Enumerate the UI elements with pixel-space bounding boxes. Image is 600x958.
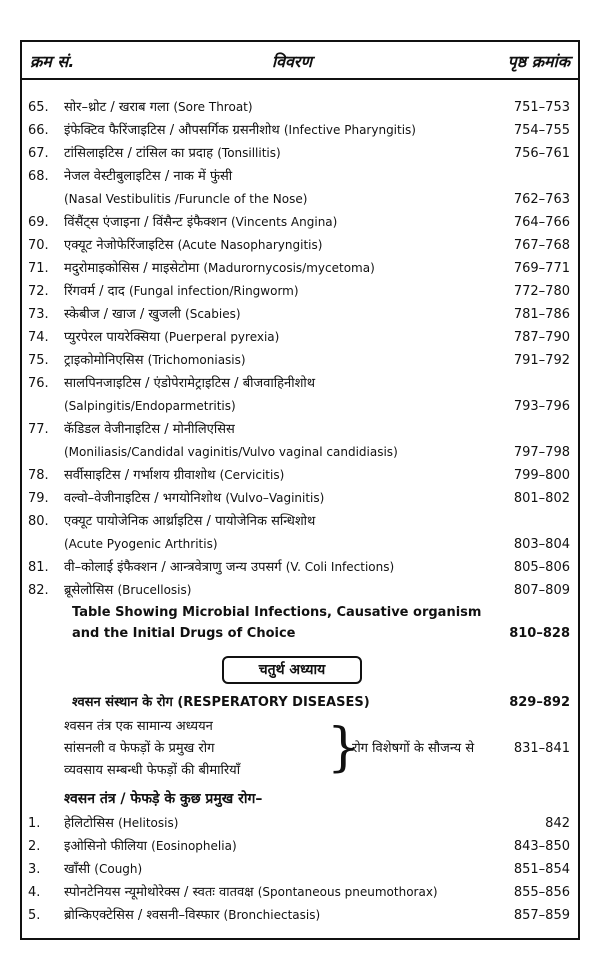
item-title-hi: वल्वो–वेजीनाइटिस / भगयोनिशोथ [64, 491, 222, 506]
item-title-hi: इओसिनो फीलिया [64, 839, 148, 854]
group-page: 831–841 [513, 741, 570, 756]
item-title-en: (Bronchiectasis) [223, 908, 321, 922]
item-number: 70. [28, 238, 49, 253]
item-number: 72. [28, 284, 49, 299]
item-page: 857–859 [513, 908, 570, 923]
disease-list [22, 812, 578, 927]
list-item [22, 326, 578, 349]
section-page: 829–892 [509, 695, 570, 710]
item-page: 787–790 [513, 330, 570, 345]
list-item [22, 142, 578, 165]
item-title-en: (Vulvo–Vaginitis) [225, 491, 325, 505]
item-number: 80. [28, 514, 49, 529]
section-title-hi: श्वसन संस्थान के रोग [72, 695, 173, 710]
list-item [22, 119, 578, 142]
contents-list [22, 80, 578, 602]
section-title-en: (RESPERATORY DISEASES) [177, 695, 370, 710]
list-item [22, 211, 578, 234]
item-title-en: (Spontaneous pneumothorax) [257, 885, 438, 899]
item-title-hi: विंसैंट्स एंजाइना / विंसैन्ट इंफैक्शन [64, 215, 227, 230]
list-item [22, 812, 578, 835]
list-item [22, 349, 578, 372]
item-number: 76. [28, 376, 49, 391]
item-number: 69. [28, 215, 49, 230]
list-item [22, 280, 578, 303]
item-number: 5. [28, 908, 41, 923]
item-title-en: (Brucellosis) [117, 583, 192, 597]
item-number: 67. [28, 146, 49, 161]
item-number: 77. [28, 422, 49, 437]
item-title-en: (Trichomoniasis) [147, 353, 246, 367]
item-page: 803–804 [513, 537, 570, 552]
item-title-hi: खाँसी [64, 862, 91, 877]
header-page-number: पृष्ठ क्रमांक [507, 52, 570, 71]
table-header [22, 42, 578, 80]
item-page: 756–761 [513, 146, 570, 161]
item-title-en: (Infective Pharyngitis) [283, 123, 416, 137]
item-title-hi: ब्रूसेलोसिस [64, 583, 114, 598]
item-title-en: (Puerperal pyrexia) [164, 330, 280, 344]
list-item [22, 556, 578, 579]
item-page: 793–796 [513, 399, 570, 414]
item-title-hi: एक्यूट पायोजेनिक आर्थ्राइटिस / पायोजेनिक सन्धिशोथ [64, 514, 316, 529]
item-page: 807–809 [513, 583, 570, 598]
list-item [22, 510, 578, 533]
item-page: 751–753 [513, 100, 570, 115]
list-item [22, 835, 578, 858]
item-title-hi: रिंगवर्म / दाद [64, 284, 125, 299]
list-item [22, 858, 578, 881]
item-page: 762–763 [513, 192, 570, 207]
item-number: 74. [28, 330, 49, 345]
item-title-en: (Acute Nasopharyngitis) [177, 238, 323, 252]
list-item [22, 257, 578, 280]
group-line: व्यवसाय सम्बन्धी फेफड़ों की बीमारियाँ [64, 763, 241, 778]
section-heading [22, 690, 578, 716]
item-title-en: (Scabies) [185, 307, 241, 321]
group-line: सांसनली व फेफड़ों के प्रमुख रोग [64, 741, 215, 756]
group-line: श्वसन तंत्र एक सामान्य अध्ययन [64, 719, 213, 734]
list-item [22, 533, 578, 556]
item-title-hi: प्युरपेरल पायरेक्सिया [64, 330, 161, 345]
item-number: 2. [28, 839, 41, 854]
item-title-hi: ब्रोन्किएक्टेसिस / श्वसनी–विस्फार [64, 908, 220, 923]
item-page: 781–786 [513, 307, 570, 322]
item-number: 73. [28, 307, 49, 322]
list-item [22, 579, 578, 602]
item-title-en: (Vincents Angina) [231, 215, 338, 229]
item-page: 801–802 [513, 491, 570, 506]
item-title-hi: स्पोनटेनियस न्यूमोथोरेक्स / स्वतः वातवक्ष [64, 885, 254, 900]
item-page: 855–856 [513, 885, 570, 900]
item-title-en: (Acute Pyogenic Arthritis) [64, 537, 218, 551]
item-number: 3. [28, 862, 41, 877]
item-page: 805–806 [513, 560, 570, 575]
item-number: 82. [28, 583, 49, 598]
item-title-hi: मदुरोमाइकोसिस / माइसेटोमा [64, 261, 200, 276]
table-entry-line1: Table Showing Microbial Infections, Causative organism [72, 605, 482, 620]
list-item [22, 904, 578, 927]
list-item [22, 165, 578, 188]
contents-page [20, 40, 580, 940]
item-page: 842 [545, 816, 570, 831]
chapter-heading [22, 654, 578, 690]
subheading: श्वसन तंत्र / फेफड़े के कुछ प्रमुख रोग– [64, 791, 263, 807]
chapter-title: चतुर्थ अध्याय [222, 656, 362, 684]
list-item [22, 188, 578, 211]
list-item [22, 441, 578, 464]
item-title-en: (Helitosis) [118, 816, 179, 830]
header-serial: क्रम सं. [30, 52, 75, 71]
table-entry-line2: and the Initial Drugs of Choice [72, 626, 296, 641]
item-title-en: (Cervicitis) [219, 468, 285, 482]
item-title-en: (Moniliasis/Candidal vaginitis/Vulvo vaginal candidiasis) [64, 445, 398, 459]
list-item [22, 96, 578, 119]
item-title-hi: टांसिलाइटिस / टांसिल का प्रदाह [64, 146, 214, 161]
list-item [22, 464, 578, 487]
item-title-hi: कॅडिडल वेजीनाइटिस / मोनीलिएसिस [64, 422, 235, 437]
topic-group [22, 716, 578, 786]
item-page: 799–800 [513, 468, 570, 483]
item-title-en: (Cough) [94, 862, 143, 876]
list-item [22, 395, 578, 418]
item-title-en: (Sore Throat) [173, 100, 253, 114]
item-number: 81. [28, 560, 49, 575]
item-page: 754–755 [513, 123, 570, 138]
item-title-en: (Fungal infection/Ringworm) [128, 284, 299, 298]
item-title-en: (Tonsillitis) [217, 146, 281, 160]
list-item [22, 303, 578, 326]
item-title-en: (Eosinophelia) [151, 839, 237, 853]
item-page: 772–780 [513, 284, 570, 299]
table-entry [22, 602, 578, 623]
item-title-hi: इंफेक्टिव फैरिंजाइटिस / औपसर्गिक ग्रसनीशोथ [64, 123, 280, 138]
item-number: 1. [28, 816, 41, 831]
table-entry [22, 623, 578, 644]
item-number: 79. [28, 491, 49, 506]
item-number: 65. [28, 100, 49, 115]
list-item [22, 487, 578, 510]
item-title-en: (Nasal Vestibulitis /Furuncle of the Nose) [64, 192, 308, 206]
brace-symbol: } [327, 718, 361, 778]
item-number: 68. [28, 169, 49, 184]
item-title-hi: हेलिटोसिस [64, 816, 114, 831]
item-title-hi: एक्यूट नेजोफेरिंजाइटिस [64, 238, 174, 253]
item-page: 797–798 [513, 445, 570, 460]
item-title-hi: ट्राइकोमोनिएसिस [64, 353, 144, 368]
item-title-hi: स्केबीज / खाज / खुजली [64, 307, 181, 322]
item-title-hi: नेजल वेस्टीबुलाइटिस / नाक में फुंसी [64, 169, 233, 184]
item-title-hi: सर्वीसाइटिस / गर्भाशय ग्रीवाशोथ [64, 468, 216, 483]
item-title-hi: सालपिनजाइटिस / एंडोपेरामेट्राइटिस / बीजवाहिनीशोथ [64, 376, 316, 391]
item-page: 791–792 [513, 353, 570, 368]
list-item [22, 418, 578, 441]
item-number: 71. [28, 261, 49, 276]
group-note: रोग विशेषगों के सौजन्य से [352, 741, 475, 756]
item-title-en: (Madurornycosis/mycetoma) [203, 261, 375, 275]
table-entry-page: 810–828 [509, 626, 570, 641]
item-page: 851–854 [513, 862, 570, 877]
item-number: 66. [28, 123, 49, 138]
item-title-hi: सोर–थ्रोट / खराब गला [64, 100, 170, 115]
item-page: 843–850 [513, 839, 570, 854]
item-title-en: (V. Coli Infections) [285, 560, 395, 574]
item-page: 764–766 [513, 215, 570, 230]
list-item [22, 372, 578, 395]
item-page: 767–768 [513, 238, 570, 253]
list-item [22, 234, 578, 257]
item-number: 75. [28, 353, 49, 368]
item-page: 769–771 [513, 261, 570, 276]
item-number: 4. [28, 885, 41, 900]
item-title-hi: वी–कोलाई इंफैक्शन / आन्त्रवेत्राणु जन्य उपसर्ग [64, 560, 282, 575]
header-description: विवरण [272, 52, 313, 71]
list-item [22, 881, 578, 904]
item-title-en: (Salpingitis/Endoparmetritis) [64, 399, 236, 413]
item-number: 78. [28, 468, 49, 483]
